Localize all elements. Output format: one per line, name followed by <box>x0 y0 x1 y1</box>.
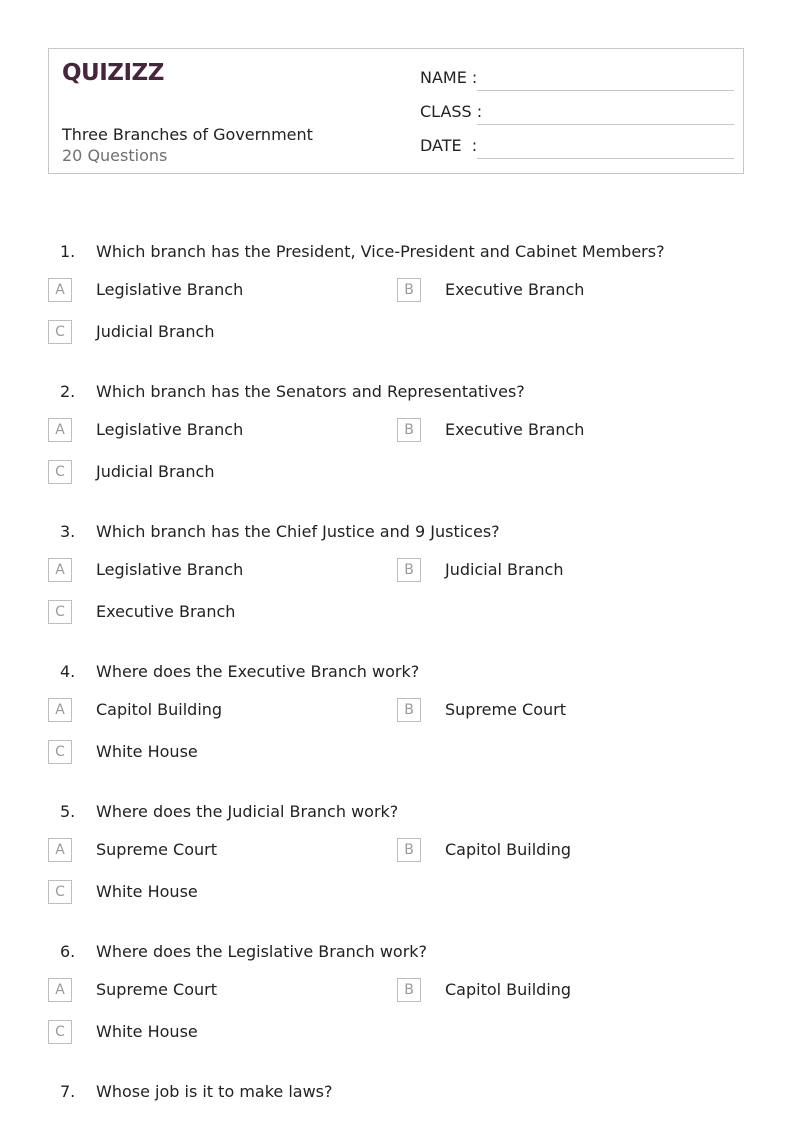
option-letter-box: A <box>48 278 72 302</box>
option-text: Executive Branch <box>96 602 236 621</box>
option-text: Executive Branch <box>445 280 585 299</box>
option-letter-box: B <box>397 278 421 302</box>
option-a[interactable] <box>48 278 368 302</box>
option-text: Legislative Branch <box>96 560 244 579</box>
option-letter-box: C <box>48 880 72 904</box>
question-number: 5. <box>60 802 76 821</box>
option-c[interactable] <box>48 600 368 624</box>
worksheet-title: Three Branches of Government <box>62 125 313 144</box>
option-text: White House <box>96 742 198 761</box>
question-text: Where does the Judicial Branch work? <box>96 802 399 821</box>
option-b[interactable] <box>397 558 717 582</box>
option-text: Capitol Building <box>445 840 572 859</box>
option-letter-box: C <box>48 600 72 624</box>
option-text: Judicial Branch <box>96 462 215 481</box>
option-a[interactable] <box>48 838 368 862</box>
date-label: DATE : <box>420 136 478 155</box>
option-text: Capitol Building <box>96 700 223 719</box>
question-text: Where does the Legislative Branch work? <box>96 942 428 961</box>
date-line[interactable] <box>477 158 734 159</box>
option-c[interactable] <box>48 320 368 344</box>
worksheet-header <box>48 48 744 174</box>
question-number: 3. <box>60 522 76 541</box>
question-7 <box>0 1081 794 1111</box>
option-b[interactable] <box>397 978 717 1002</box>
option-a[interactable] <box>48 698 368 722</box>
question-number: 6. <box>60 942 76 961</box>
option-letter-box: C <box>48 1020 72 1044</box>
option-letter-box: B <box>397 418 421 442</box>
option-letter-box: A <box>48 838 72 862</box>
option-letter-box: B <box>397 558 421 582</box>
class-field[interactable] <box>420 101 734 125</box>
option-text: Judicial Branch <box>445 560 564 579</box>
option-text: Legislative Branch <box>96 280 244 299</box>
name-field[interactable] <box>420 67 734 91</box>
option-a[interactable] <box>48 558 368 582</box>
option-letter-box: A <box>48 698 72 722</box>
option-letter-box: A <box>48 418 72 442</box>
question-3 <box>0 521 794 661</box>
option-text: White House <box>96 882 198 901</box>
date-field[interactable] <box>420 135 734 159</box>
option-letter-box: A <box>48 978 72 1002</box>
option-text: Judicial Branch <box>96 322 215 341</box>
question-number: 2. <box>60 382 76 401</box>
option-b[interactable] <box>397 278 717 302</box>
option-letter-box: C <box>48 320 72 344</box>
question-number: 1. <box>60 242 76 261</box>
option-b[interactable] <box>397 418 717 442</box>
question-number: 4. <box>60 662 76 681</box>
quizizz-logo: QUIZIZZ <box>62 60 164 86</box>
question-text: Which branch has the President, Vice-President and Cabinet Members? <box>96 242 665 261</box>
question-count: 20 Questions <box>62 146 168 165</box>
option-letter-box: C <box>48 740 72 764</box>
question-2 <box>0 381 794 521</box>
question-6 <box>0 941 794 1081</box>
option-a[interactable] <box>48 418 368 442</box>
class-line[interactable] <box>477 124 734 125</box>
option-a[interactable] <box>48 978 368 1002</box>
question-text: Which branch has the Senators and Representatives? <box>96 382 525 401</box>
option-letter-box: B <box>397 978 421 1002</box>
option-text: White House <box>96 1022 198 1041</box>
option-text: Capitol Building <box>445 980 572 999</box>
option-c[interactable] <box>48 1020 368 1044</box>
class-label: CLASS : <box>420 102 483 121</box>
option-text: Executive Branch <box>445 420 585 439</box>
option-b[interactable] <box>397 698 717 722</box>
question-5 <box>0 801 794 941</box>
option-letter-box: B <box>397 698 421 722</box>
option-letter-box: A <box>48 558 72 582</box>
question-1 <box>0 241 794 381</box>
option-c[interactable] <box>48 740 368 764</box>
option-b[interactable] <box>397 838 717 862</box>
option-c[interactable] <box>48 880 368 904</box>
question-number: 7. <box>60 1082 76 1101</box>
name-line[interactable] <box>477 90 734 91</box>
option-text: Legislative Branch <box>96 420 244 439</box>
question-4 <box>0 661 794 801</box>
option-text: Supreme Court <box>96 840 217 859</box>
name-label: NAME : <box>420 68 478 87</box>
question-text: Where does the Executive Branch work? <box>96 662 420 681</box>
option-text: Supreme Court <box>445 700 566 719</box>
question-text: Which branch has the Chief Justice and 9 Justices? <box>96 522 500 541</box>
option-c[interactable] <box>48 460 368 484</box>
option-letter-box: B <box>397 838 421 862</box>
question-text: Whose job is it to make laws? <box>96 1082 333 1101</box>
option-letter-box: C <box>48 460 72 484</box>
option-text: Supreme Court <box>96 980 217 999</box>
